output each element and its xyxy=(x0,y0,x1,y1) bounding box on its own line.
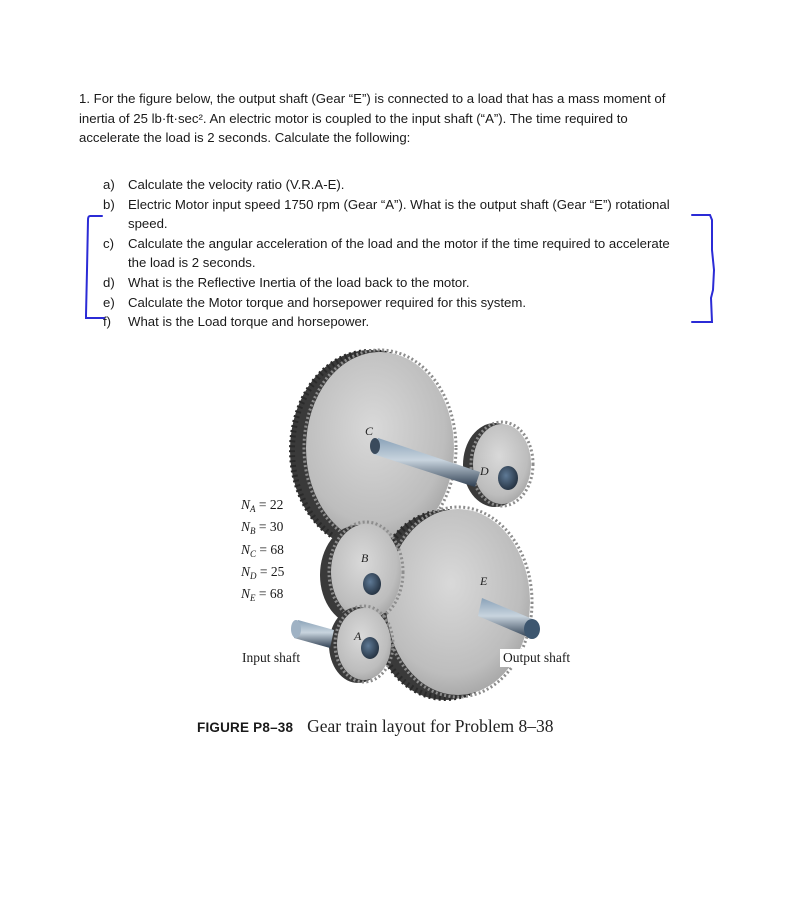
gear-label-c: C xyxy=(365,424,374,438)
question-text: What is the Load torque and horsepower. xyxy=(128,314,370,330)
question-c xyxy=(103,234,723,273)
input-shaft-label: Input shaft xyxy=(239,649,303,667)
question-f xyxy=(103,312,723,332)
gear-a xyxy=(329,606,393,683)
tooth-count-d: $N_D = 25$ xyxy=(241,563,285,581)
output-shaft-label: Output shaft xyxy=(500,649,573,667)
figure-id: FIGURE P8–38 xyxy=(197,720,294,735)
question-text-cont: the load is 2 seconds. xyxy=(128,255,256,271)
tooth-count-list xyxy=(241,496,284,607)
question-e xyxy=(103,293,723,313)
question-label: c) xyxy=(103,235,114,251)
gear-label-b: B xyxy=(361,551,369,565)
question-text: Electric Motor input speed 1750 rpm (Gear “A”). What is the output shaft (Gear “E”) rotational xyxy=(128,196,670,212)
intro-line-1: 1. For the figure below, the output shaft (Gear “E”) is connected to a load that has a mass moment of xyxy=(79,91,666,106)
left-bracket-annotation xyxy=(80,210,110,325)
figure-caption xyxy=(197,716,554,737)
question-text: What is the Reflective Inertia of the load back to the motor. xyxy=(128,274,470,290)
question-a xyxy=(103,175,723,195)
question-text-cont: speed. xyxy=(128,216,168,232)
input-shaft xyxy=(291,620,334,648)
question-list xyxy=(103,175,723,332)
right-bracket-annotation xyxy=(690,210,720,328)
question-label: d) xyxy=(103,274,115,290)
question-b xyxy=(103,195,723,234)
gear-label-e: E xyxy=(480,574,488,588)
tooth-count-e: $N_E = 68$ xyxy=(241,586,284,604)
question-label: f) xyxy=(103,314,112,330)
gear-train-figure xyxy=(230,340,600,705)
tooth-count-c: $N_C = 68$ xyxy=(241,541,284,559)
tooth-count-a: $N_A = 22$ xyxy=(241,497,284,514)
question-text: Calculate the Motor torque and horsepower required for this system. xyxy=(128,294,527,310)
intro-line-3: accelerate the load is 2 seconds. Calculate the following: xyxy=(79,130,411,146)
question-label: b) xyxy=(103,196,115,212)
gear-label-d: D xyxy=(480,464,489,478)
question-text: Calculate the velocity ratio (V.R.A-E). xyxy=(128,177,345,192)
intro-line-2: inertia of 25 lb·ft·sec². An electric motor is coupled to the input shaft (“A”). The time required to xyxy=(79,110,628,126)
question-text: Calculate the angular acceleration of the load and the motor if the time required to accelerate xyxy=(128,235,670,251)
tooth-count-b: $N_B = 30$ xyxy=(241,519,284,537)
question-label: e) xyxy=(103,294,115,310)
gear-d xyxy=(463,422,533,507)
gear-label-a: A xyxy=(354,629,362,643)
figure-title: Gear train layout for Problem 8–38 xyxy=(307,716,554,736)
problem-statement xyxy=(79,89,719,148)
question-label: a) xyxy=(103,177,115,192)
gear-e xyxy=(370,507,532,700)
question-d xyxy=(103,273,723,293)
